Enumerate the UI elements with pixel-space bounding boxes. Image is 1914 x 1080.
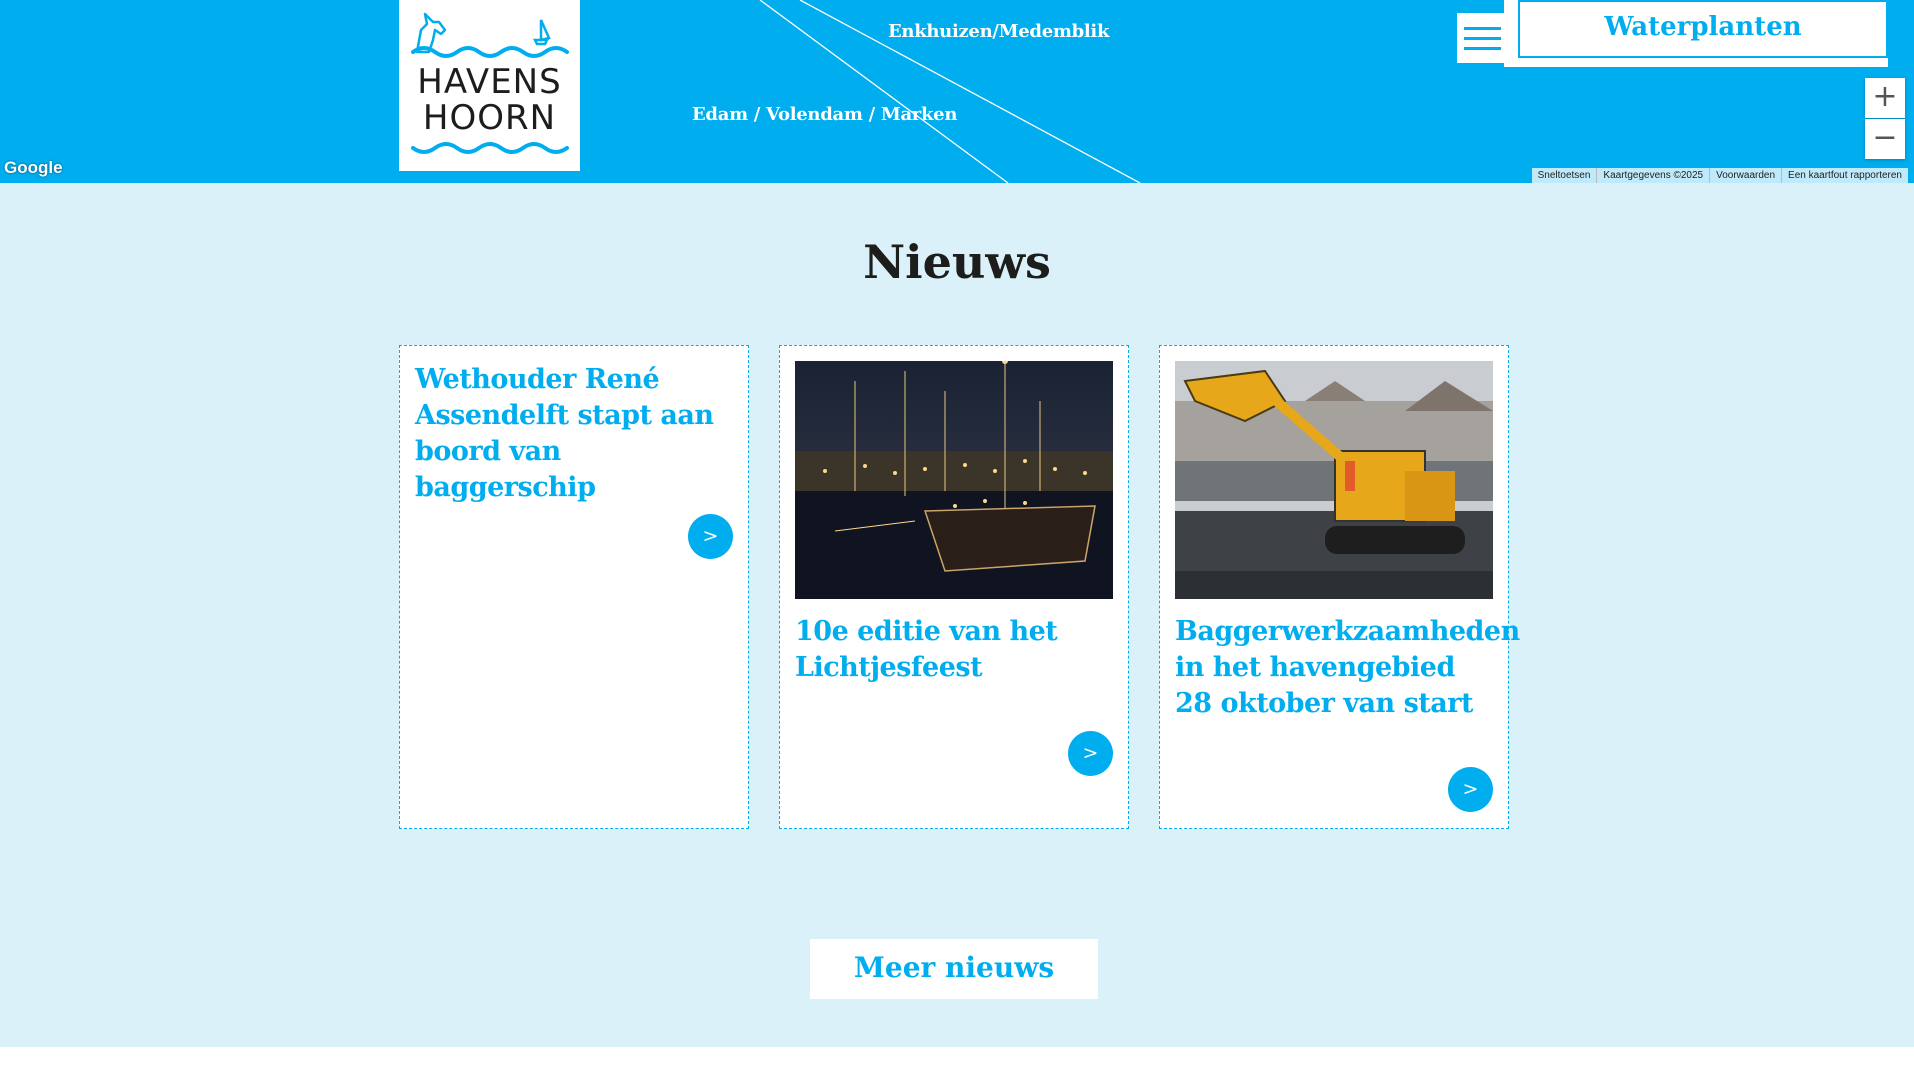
harbor-night-lights-photo[interactable] — [795, 361, 1113, 599]
zoom-in-button[interactable]: + — [1865, 78, 1905, 118]
attribution-terms[interactable]: Voorwaarden — [1709, 168, 1781, 183]
more-news-button[interactable]: Meer nieuws — [810, 939, 1098, 999]
attribution-shortcuts[interactable]: Sneltoetsen — [1537, 170, 1591, 181]
read-more-arrow-button[interactable]: > — [1448, 767, 1493, 812]
hamburger-icon-bar — [1464, 37, 1501, 40]
hamburger-icon — [1464, 27, 1501, 30]
google-logo[interactable]: Google — [4, 158, 63, 177]
menu-button[interactable] — [1457, 13, 1507, 63]
news-card[interactable] — [399, 345, 749, 829]
news-card[interactable] — [779, 345, 1129, 829]
map-attribution — [1532, 168, 1908, 183]
waterplanten-button[interactable]: Waterplanten — [1518, 0, 1888, 58]
read-more-arrow-button[interactable]: > — [1068, 731, 1113, 776]
hamburger-icon-bar — [1464, 47, 1501, 50]
logo-line-1: HAVENS — [417, 62, 562, 102]
news-card-title[interactable]: Baggerwerkzaamheden in het havengebied 28 oktober van start — [1175, 616, 1520, 719]
attribution-map-data: Kaartgegevens ©2025 — [1596, 168, 1709, 183]
news-card-title[interactable]: Wethouder René Assendelft stapt aan boord van baggerschip — [415, 364, 714, 503]
map-label-edam[interactable]: Edam / Volendam / Marken — [692, 104, 958, 125]
read-more-arrow-button[interactable]: > — [688, 514, 733, 559]
news-card-title[interactable]: 10e editie van het Lichtjesfeest — [795, 616, 1058, 683]
news-title: Nieuws — [863, 235, 1051, 289]
news-section — [0, 183, 1914, 1047]
map-label-enkhuizen[interactable]: Enkhuizen/Medemblik — [888, 21, 1110, 42]
attribution-report-error[interactable]: Een kaartfout rapporteren — [1781, 168, 1908, 183]
zoom-out-button[interactable]: − — [1865, 119, 1905, 159]
logo-line-2: HOORN — [422, 98, 557, 138]
news-card[interactable] — [1159, 345, 1520, 829]
havens-hoorn-logo[interactable] — [399, 0, 580, 171]
map-header[interactable] — [0, 0, 1914, 183]
waterplanten-container — [1504, 0, 1888, 67]
excavator-on-barge-photo[interactable] — [1175, 361, 1493, 599]
